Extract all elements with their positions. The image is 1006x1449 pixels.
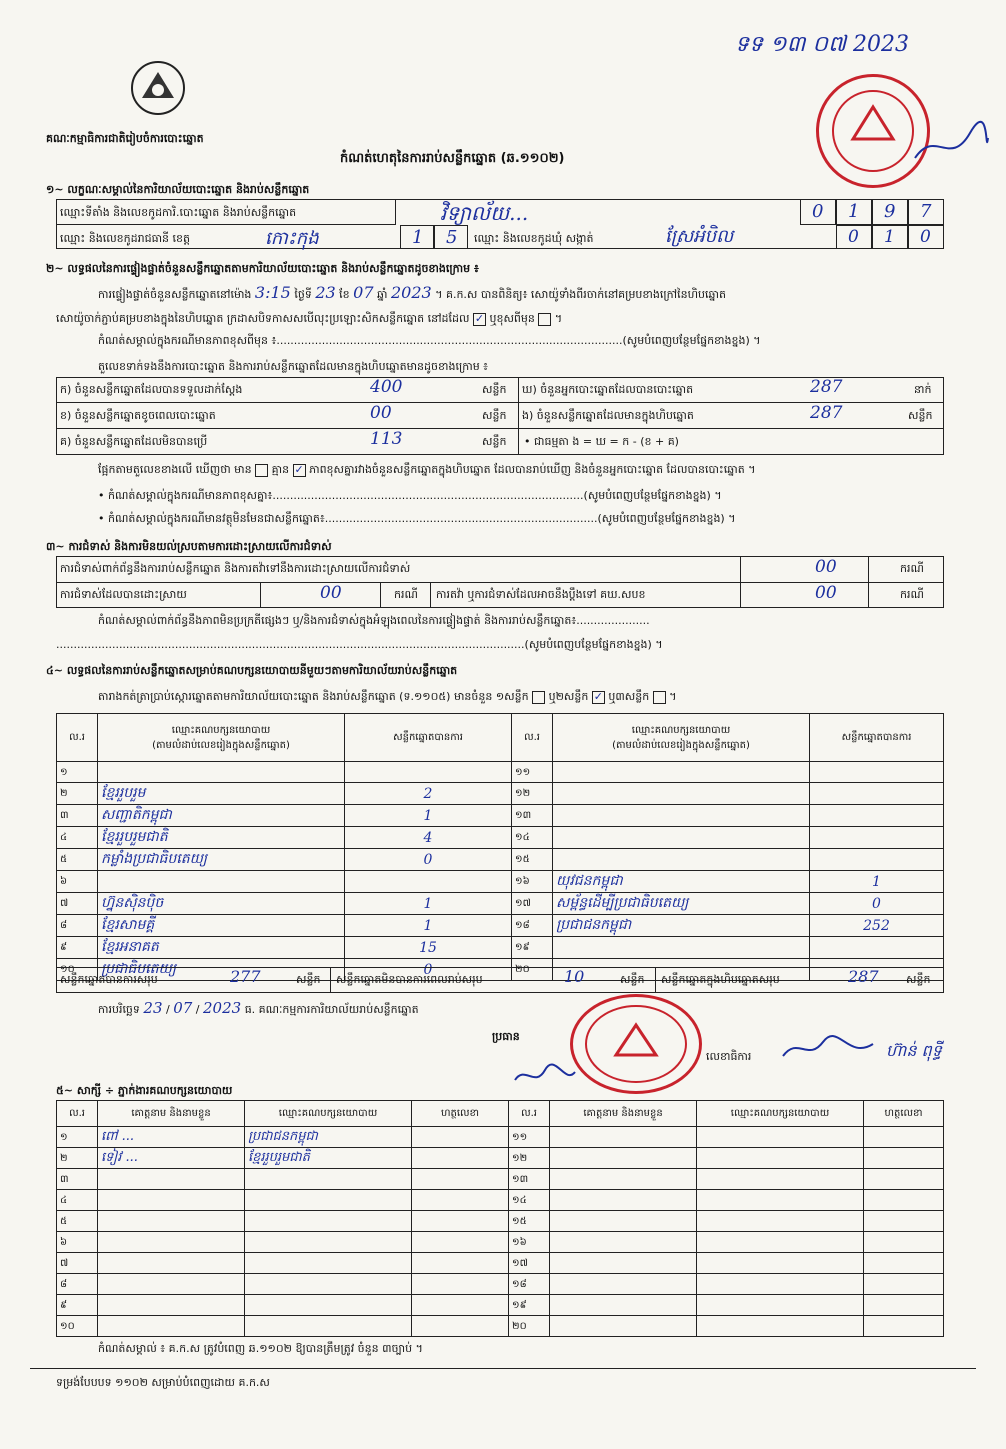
form-title: កំណត់ហេតុនៃការរាប់សន្លឹកឆ្នោត (ឆ.១១០២) [340, 151, 565, 166]
row-no: ១៤ [512, 827, 553, 849]
witness-signature [412, 1148, 509, 1169]
results-table [56, 713, 944, 981]
difference-line: ផ្អែកតាមតួលេខខាងលើ ឃើញថា មាន គ្មាន ✓ ភាពខុសគ្នារវាងចំនួនសន្លឹកឆ្នោតក្នុងហិបឆ្នោត ដែលបានរាប់ឃើញ និងចំនួនអ្នកបោះឆ្នោត ដែលបានបោះឆ្នោត ។ [98, 462, 756, 476]
party-name: យុវជនកម្ពុជា [553, 871, 810, 893]
row-no: ៦ [57, 1232, 98, 1253]
table-row [57, 783, 944, 805]
witness-signature [864, 1127, 944, 1148]
different-checkbox[interactable] [538, 313, 551, 326]
witness-signature [412, 1253, 509, 1274]
col-party-right: ឈ្មោះគណបក្សនយោបាយ [631, 724, 731, 736]
party-name: ប្រជាជនកម្ពុជា [553, 915, 810, 937]
vote-count: 4 [345, 827, 512, 849]
verify-line2: សោយ៉ូចាក់ភ្ជាប់គម្របខាងក្នុងនៃហិបឆ្នោត ក្រដាសបិទកាសសបើលុះប្រឡោះសិកសន្លឹកឆ្នោត នៅដដែល ✓ ឬខុសពីមុន ។ [56, 311, 563, 325]
section5-note: កំណត់សម្គាល់ ៖ គ.ក.ស ត្រូវបំពេញ ឆ.១១០២ ឱ្យបានត្រឹមត្រូវ ចំនួន ៣ច្បាប់ ។ [98, 1342, 423, 1355]
tally-sheet-line: តារាងកត់ត្រាប្រាប់ស្កោរឆ្នោតតាមការិយាល័យបោះឆ្នោត និងរាប់សន្លឹកឆ្នោត (ទ.១១០៥) មានចំនួន ១សន្លឹក ឬ២សន្លឹក ✓ ឬ៣សន្លឹក ។ [98, 689, 677, 703]
total-box-value: 287 [848, 967, 879, 986]
witness-party [697, 1253, 864, 1274]
witness-name [98, 1211, 245, 1232]
row-no: ៣ [57, 805, 98, 827]
row-no: ១០ [57, 959, 98, 981]
w-col-no-right: ល.រ [509, 1101, 550, 1127]
witness-party [245, 1253, 412, 1274]
chair-signature [510, 1060, 580, 1094]
w-col-name-right: គោត្តនាម និងនាមខ្លួន [550, 1101, 697, 1127]
witness-name [98, 1190, 245, 1211]
witness-signature [864, 1232, 944, 1253]
inbox-value: 287 [810, 403, 843, 423]
witness-name: ពៅ ... [98, 1127, 245, 1148]
party-name: សម្ព័ន្ធដើម្បីប្រជាធិបតេយ្យ [553, 893, 810, 915]
section5-heading: ៥~ សាក្សី ÷ ភ្នាក់ងារគណបក្សនយោបាយ [56, 1084, 233, 1097]
party-name [553, 762, 810, 783]
party-name [98, 762, 345, 783]
col-party-left: ឈ្មោះគណបក្សនយោបាយ [171, 724, 271, 736]
party-name: សញ្ជាតិកម្ពុជា [98, 805, 345, 827]
witness-signature [864, 1190, 944, 1211]
w-col-party-right: ឈ្មោះគណបក្សនយោបាយ [697, 1101, 864, 1127]
signature-top [910, 118, 990, 182]
no-difference-checkbox[interactable]: ✓ [294, 462, 304, 476]
witness-party [697, 1316, 864, 1337]
witness-name [98, 1169, 245, 1190]
witness-signature [412, 1211, 509, 1232]
table-row [57, 915, 944, 937]
witness-table [56, 1100, 944, 1337]
row-no: ១៦ [512, 871, 553, 893]
row-no: ១៦ [509, 1232, 550, 1253]
nec-emblem-icon [128, 58, 188, 116]
col-votes-right: សន្លឹកឆ្នោតបានការ [810, 714, 944, 762]
section1-heading: ១~ លក្ខណៈសម្គាល់នៃការិយាល័យបោះឆ្នោត និងរាប់សន្លឹកឆ្នោត [46, 183, 310, 196]
section4-heading: ៤~ លទ្ធផលនៃការរាប់សន្លឹកឆ្នោតសម្រាប់គណបក្សនយោបាយនីមួយៗតាមការិយាល័យរាប់សន្លឹកឆ្នោត [46, 664, 458, 677]
section3-heading: ៣~ ការជំទាស់ និងការមិនយល់ស្របតាមការដោះស្រាយលើការជំទាស់ [46, 540, 332, 553]
row-no: ១៨ [509, 1274, 550, 1295]
col-party-sub-left: (តាមលំដាប់លេខរៀងក្នុងសន្លឹកឆ្នោត) [152, 739, 290, 751]
witness-name [550, 1295, 697, 1316]
witness-party [245, 1211, 412, 1232]
row-no: ១៩ [512, 937, 553, 959]
row-no: ១៨ [512, 915, 553, 937]
row-no: ៤ [57, 827, 98, 849]
w-col-sig-right: ហត្ថលេខា [864, 1101, 944, 1127]
vote-count [345, 762, 512, 783]
row-no: ១៣ [512, 805, 553, 827]
w-col-party-left: ឈ្មោះគណបក្សនយោបាយ [245, 1101, 412, 1127]
vote-count: 1 [345, 893, 512, 915]
objection-row1-label: ការជំទាស់ពាក់ព័ន្ធនឹងការរាប់សន្លឹកឆ្នោត និងការតវ៉ាទៅនឹងការដោះស្រាយលើការជំទាស់ [60, 562, 411, 575]
row-no: ៨ [57, 915, 98, 937]
total-invalid-value: 10 [564, 967, 585, 986]
vote-count: 2 [345, 783, 512, 805]
w-col-no-left: ល.រ [57, 1101, 98, 1127]
province-label: ឈ្មោះ និងលេខកូដរាជធានី ខេត្ត [60, 232, 190, 245]
table-row [57, 893, 944, 915]
row-no: ២ [57, 1148, 98, 1169]
witness-name [98, 1253, 245, 1274]
witness-party: ខ្មែររួបរួមជាតិ [245, 1148, 412, 1169]
table-row [57, 1211, 944, 1232]
w-col-sig-left: ហត្ថលេខា [412, 1101, 509, 1127]
total-invalid-label: សន្លឹកឆ្នោតមិនបានការពេលរាប់សរុប [336, 973, 483, 986]
total-box-unit: សន្លឹក [906, 973, 931, 986]
unused-unit: សន្លឹក [482, 435, 507, 448]
row-no: ១ [57, 1127, 98, 1148]
secretary-name: ហ៊ាន់ ពុទ្ធី [886, 1041, 942, 1060]
witness-party [697, 1190, 864, 1211]
witness-signature [412, 1190, 509, 1211]
completed-date-line: ការបរិច្ឆេទ 23 / 07 / 2023 ធ. គណៈកម្មការការិយាល័យរាប់សន្លឹកឆ្នោត [98, 999, 419, 1017]
witness-signature [412, 1169, 509, 1190]
witness-name [98, 1295, 245, 1316]
row-no: ២០ [509, 1316, 550, 1337]
totals-row [56, 967, 944, 993]
appeal-label: ការតវ៉ា ឬការជំទាស់ដែលអាចនឹងប្តឹងទៅ គឃ.សបខ [436, 588, 646, 601]
figures-intro: តួលេខទាក់ទងនឹងការបោះឆ្នោត និងការរាប់សន្លឹកឆ្នោតដែលមានក្នុងហិបឆ្នោតមានដូចខាងក្រោម ៖ [98, 360, 489, 373]
voted-unit: នាក់ [914, 383, 932, 396]
row-no: ៦ [57, 871, 98, 893]
witness-party [245, 1232, 412, 1253]
witness-name: ទៀវ ... [98, 1148, 245, 1169]
row-no: ៤ [57, 1190, 98, 1211]
witness-party [697, 1274, 864, 1295]
witness-signature [412, 1274, 509, 1295]
total-valid-unit: សន្លឹក [296, 973, 321, 986]
secretary-signature [778, 1034, 878, 1068]
total-box-label: សន្លឹកឆ្នោតក្នុងហិបឆ្នោតសរុប [661, 973, 780, 986]
form-page: គណៈកម្មាធិការជាតិរៀបចំការបោះឆ្នោត កំណត់ហេតុនៃការរាប់សន្លឹកឆ្នោត (ឆ.១១០២) ទទ ១៣ ០៧ 2023 ១~ លក្ខណៈសម្គាល់នៃការិយាល័យបោះឆ្នោត និងរាប់សន្លឹកឆ្នោត ឈ្មោះទីតាំង និងលេខកូដការិ.បោះឆ្នោត និងរាប់សន្លឹកឆ្នោត វិទ្យាល័យ... 0 1 9 7 ឈ្មោះ និងលេខកូដរាជធានី ខេត្ត កោះកុង 1 5 ឈ្មោះ និងលេខកូដឃុំ សង្កាត់ ស្រែអំបិល 0 1 0 ២~ លទ្ធផលនៃការផ្ទៀងផ្ទាត់ចំនួនសន្លឹកឆ្នោតតាមការិយាល័យបោះឆ្នោត និងរាប់សន្លឹកឆ្នោតដូចខាងក្រោម ៖ ការផ្ទៀងផ្ទាត់ចំនួនសន្លឹកឆ្នោតនៅម៉ោង 3:15 ថ្ងៃទី 23 ខែ 07 ឆ្នាំ 2023 ។ គ.ក.ស បានពិនិត្យ៖ សោយ៉ូទាំងពីរចាក់នៅគម្របខាងក្រៅនៃហិបឆ្នោត សោយ៉ូចាក់ភ្ជាប់គម្របខាងក្នុងនៃហិបឆ្នោត ក្រដាសបិទកាសសបើលុះប្រឡោះសិកសន្លឹកឆ្នោត នៅដដែល ✓ ឬខុសពីមុន ។ កំណត់សម្គាល់ក្នុងករណីមានភាពខុសពីមុន ៖...................................................................................................(សូមបំពេញបន្ថែមផ្នែកខាងខ្នង) ។ តួលេខទាក់ទងនឹងការបោះឆ្នោត និងការរាប់សន្លឹកឆ្នោតដែលមានក្នុងហិបឆ្នោតមានដូចខាងក្រោម ៖ ក) ចំនួនសន្លឹកឆ្នោតដែលបានទទួលដាក់ស្តែង 400 សន្លឹក ខ) ចំនួនសន្លឹកឆ្នោតខូចពេលបោះឆ្នោត 00 សន្លឹក គ) ចំនួនសន្លឹកឆ្នោតដែលមិនបានប្រើ 113 សន្លឹក ឃ) ចំនួនអ្នកបោះឆ្នោតដែលបានបោះឆ្នោត 287 នាក់ ង) ចំនួនសន្លឹកឆ្នោតដែលមានក្នុងហិបឆ្នោត 287 សន្លឹក • ជាធម្មតា ង = ឃ = ក - (ខ + គ) ផ្អែកតាមតួលេខខាងលើ ឃើញថា មាន គ្មាន ✓ ភាពខុសគ្នារវាងចំនួនសន្លឹកឆ្នោតក្នុងហិបឆ្នោត ដែលបានរាប់ឃើញ និងចំនួនអ្នកបោះឆ្នោត ដែលបានបោះឆ្នោត ។ • កំណត់សម្គាល់ក្នុងករណីមានភាពខុសគ្នា៖.........................................................................................(សូមបំពេញបន្ថែមផ្នែកខាងខ្នង) ។ • កំណត់សម្គាល់ក្នុងករណីមានវត្ថុមិនមែនជាសន្លឹកឆ្នោត៖..............................................................................(សូមបំពេញបន្ថែមផ្នែកខាងខ្នង) ។ ៣~ ការជំទាស់ និងការមិនយល់ស្របតាមការដោះស្រាយលើការជំទាស់ ការជំទាស់ពាក់ព័ន្ធនឹងការរាប់សន្លឹកឆ្នោត និងការតវ៉ាទៅនឹងការដោះស្រាយលើការជំទាស់ 00 ករណី ការជំទាស់ដែលបានដោះស្រាយ 00 ករណី ការតវ៉ា ឬការជំទាស់ដែលអាចនឹងប្តឹងទៅ គឃ.សបខ 00 ករណី កំណត់សម្គាល់ពាក់ព័ន្ធនឹងភាពមិនប្រក្រតីផ្សេងៗ ឬ/និងការជំទាស់ក្នុងអំឡុងពេលនៃការផ្ទៀងផ្ទាត់ និងការរាប់សន្លឹកឆ្នោត៖..................... ......................................................................................................................................(សូមបំពេញបន្ថែមផ្នែកខាងខ្នង) ។ ៤~ លទ្ធផលនៃការរាប់សន្លឹកឆ្នោតសម្រាប់គណបក្សនយោបាយនីមួយៗតាមការិយាល័យរាប់សន្លឹកឆ្នោត តារាងកត់ត្រាប្រាប់ស្កោរឆ្នោតតាមការិយាល័យបោះឆ្នោត និងរាប់សន្លឹកឆ្នោត (ទ.១១០៥) មានចំនួន ១សន្លឹក ឬ២សន្លឹក ✓ ឬ៣សន្លឹក ។ ល.រ ឈ្មោះគណបក្សនយោបាយ (តាមលំដាប់លេខរៀងក្នុងសន្លឹកឆ្នោត) សន្លឹកឆ្នោតបានការ ល.រ ឈ្មោះគណបក្សនយោបាយ (តាមលំដាប់លេខរៀងក្នុងសន្លឹកឆ្នោត) សន្លឹកឆ្នោតបានការ ១ ១១ ២ ខ្មែររួបរួម 2 ១២ ៣ សញ្ជាតិកម្ពុជា 1 ១៣ ៤ ខ្មែររួបរួមជាតិ 4 ១៤ ៥ កម្លាំងប្រជាធិបតេយ្យ 0 ១៥ ៦ ១៦ យុវជនកម្ពុជា 1 ៧ ហ្វ៊ុនស៊ិនប៉ិច 1 ១៧ សម្ព័ន្ធដើម្បីប្រជាធិបតេយ្យ 0 ៨ ខ្មែរសាមគ្គី 1 ១៨ ប្រជាជនកម្ពុជា 252 ៩ ខ្មែរអនាគត 15 ១៩ ១០ ប្រជាធិបតេយ្យ 0 ២០ សន្លឹកឆ្នោតបានការសរុប 277 សន្លឹក សន្លឹកឆ្នោតមិនបានការពេលរាប់សរុប 10 សន្លឹក សន្លឹកឆ្នោតក្នុងហិបឆ្នោតសរុប 287 សន្លឹក ការបរិច្ឆេទ 23 / 07 / 2023 ធ. គណៈកម្មការការិយាល័យរាប់សន្លឹកឆ្នោត ប្រធាន លេខាធិការ ហ៊ាន់ ពុទ្ធី ៥~ សាក្សី ÷ ភ្នាក់ងារគណបក្សនយោបាយ ល.រ គោត្តនាម និងនាមខ្លួន ឈ្មោះគណបក្សនយោបាយ ហត្ថលេខា ល.រ គោត្តនាម និងនាមខ្លួន ឈ្មោះគណបក្សនយោបាយ ហត្ថលេខា ១ ពៅ ... ប្រជាជនកម្ពុជា ១១ ២ ទៀវ ... ខ្មែររួបរួមជាតិ ១២ ៣ ១៣ ៤ ១៤ ៥ ១៥ ៦ ១៦ ៧ ១៧ ៨ ១៨ ៩ ១៩ ១០ ២០ កំណត់សម្គាល់ ៖ គ.ក.ស ត្រូវបំពេញ ឆ.១១០២ ឱ្យបានត្រឹមត្រូវ ចំនួន ៣ច្បាប់ ។ ទម្រង់បែបបទ ១១០២ សម្រាប់បំពេញដោយ គ.ក.ស [0, 0, 1006, 1449]
party-name: ខ្មែររួបរួមជាតិ [98, 827, 345, 849]
witness-signature [412, 1127, 509, 1148]
foreign-object-note: • កំណត់សម្គាល់ក្នុងករណីមានវត្ថុមិនមែនជាសន្លឹកឆ្នោត៖..............................................................................(សូមបំពេញបន្ថែមផ្នែកខាងខ្នង) ។ [98, 512, 736, 525]
witness-name [550, 1127, 697, 1148]
row-no: ១០ [57, 1316, 98, 1337]
col-votes-left: សន្លឹកឆ្នោតបានការ [345, 714, 512, 762]
witness-party [245, 1316, 412, 1337]
vote-count [810, 849, 944, 871]
row-no: ១២ [509, 1148, 550, 1169]
verify-line1: ការផ្ទៀងផ្ទាត់ចំនួនសន្លឹកឆ្នោតនៅម៉ោង 3:15 ថ្ងៃទី 23 ខែ 07 ឆ្នាំ 2023 ។ គ.ក.ស បានពិនិត្យ៖ សោយ៉ូទាំងពីរចាក់នៅគម្របខាងក្រៅនៃហិបឆ្នោត [98, 283, 726, 302]
row-no: ៥ [57, 849, 98, 871]
vote-count [810, 937, 944, 959]
table-row [57, 1232, 944, 1253]
table-row [57, 871, 944, 893]
received-label: ក) ចំនួនសន្លឹកឆ្នោតដែលបានទទួលដាក់ស្តែង [60, 383, 243, 396]
w-col-name-left: គោត្តនាម និងនាមខ្លួន [98, 1101, 245, 1127]
table-row [57, 1274, 944, 1295]
row-no: ១៧ [509, 1253, 550, 1274]
row-no: ៨ [57, 1274, 98, 1295]
party-name [553, 827, 810, 849]
row-no: ៧ [57, 1253, 98, 1274]
commune-code-3: 0 [920, 227, 931, 247]
commune-code-2: 1 [884, 227, 895, 247]
section2-heading: ២~ លទ្ធផលនៃការផ្ទៀងផ្ទាត់ចំនួនសន្លឹកឆ្នោតតាមការិយាល័យបោះឆ្នោត និងរាប់សន្លឹកឆ្នោតដូចខាងក្រោម ៖ [46, 262, 479, 275]
row-no: ១១ [512, 762, 553, 783]
chair-label: ប្រធាន [492, 1030, 520, 1043]
witness-signature [864, 1211, 944, 1232]
witness-party: ប្រជាជនកម្ពុជា [245, 1127, 412, 1148]
table-row [57, 805, 944, 827]
row-no: ៣ [57, 1169, 98, 1190]
row-no: ១៩ [509, 1295, 550, 1316]
spoiled-value: 00 [370, 403, 392, 423]
vote-count [810, 827, 944, 849]
witness-signature [412, 1232, 509, 1253]
table-row [57, 849, 944, 871]
inbox-label: ង) ចំនួនសន្លឹកឆ្នោតដែលមានក្នុងហិបឆ្នោត [522, 409, 694, 422]
received-value: 400 [370, 377, 403, 397]
witness-name [550, 1190, 697, 1211]
row-no: ១១ [509, 1127, 550, 1148]
commune-label: ឈ្មោះ និងលេខកូដឃុំ សង្កាត់ [474, 232, 594, 245]
spoiled-unit: សន្លឹក [482, 409, 507, 422]
row-no: ២០ [512, 959, 553, 981]
location-value: វិទ្យាល័យ... [440, 201, 529, 225]
same-checkbox[interactable]: ✓ [474, 311, 485, 325]
row-no: ៧ [57, 893, 98, 915]
table-row [57, 1316, 944, 1337]
province-value: កោះកុង [265, 228, 319, 249]
witness-name [550, 1211, 697, 1232]
vote-count: 1 [810, 871, 944, 893]
objection-row1-value: 00 [815, 557, 837, 577]
witness-party [697, 1148, 864, 1169]
party-name: កម្លាំងប្រជាធិបតេយ្យ [98, 849, 345, 871]
formula: • ជាធម្មតា ង = ឃ = ក - (ខ + គ) [524, 435, 679, 448]
resolved-value: 00 [320, 583, 342, 603]
party-name [98, 871, 345, 893]
row-no: ២ [57, 783, 98, 805]
party-name [553, 783, 810, 805]
vote-count: 0 [810, 893, 944, 915]
voted-label: ឃ) ចំនួនអ្នកបោះឆ្នោតដែលបានបោះឆ្នោត [522, 383, 694, 396]
table-row [57, 1253, 944, 1274]
party-name: ខ្មែររួបរួម [98, 783, 345, 805]
row-no: ១៥ [509, 1211, 550, 1232]
party-name: ហ្វ៊ុនស៊ិនប៉ិច [98, 893, 345, 915]
table-row [57, 1295, 944, 1316]
col-no-right: ល.រ [512, 714, 553, 762]
witness-party [245, 1190, 412, 1211]
col-party-sub-right: (តាមលំដាប់លេខរៀងក្នុងសន្លឹកឆ្នោត) [612, 739, 750, 751]
has-difference-checkbox[interactable] [255, 464, 268, 477]
vote-count [345, 871, 512, 893]
total-valid-label: សន្លឹកឆ្នោតបានការសរុប [60, 973, 158, 986]
vote-count [810, 783, 944, 805]
witness-name [550, 1274, 697, 1295]
table-row [57, 1169, 944, 1190]
official-stamp-bottom [570, 994, 702, 1094]
vote-count: 252 [810, 915, 944, 937]
vote-count [810, 762, 944, 783]
col-no-left: ល.រ [57, 714, 98, 762]
table-row [57, 1148, 944, 1169]
irregularity-note-2: ......................................................................................................................................(សូមបំពេញបន្ថែមផ្នែកខាងខ្នង) ។ [56, 638, 663, 651]
two-sheets-checkbox[interactable]: ✓ [593, 689, 603, 703]
irregularity-note: កំណត់សម្គាល់ពាក់ព័ន្ធនឹងភាពមិនប្រក្រតីផ្សេងៗ ឬ/និងការជំទាស់ក្នុងអំឡុងពេលនៃការផ្ទៀងផ្ទាត់ និងការរាប់សន្លឹកឆ្នោត៖..................... [98, 614, 650, 627]
unused-label: គ) ចំនួនសន្លឹកឆ្នោតដែលមិនបានប្រើ [60, 435, 208, 448]
vote-count: 15 [345, 937, 512, 959]
received-unit: សន្លឹក [482, 383, 507, 396]
org-name: គណៈកម្មាធិការជាតិរៀបចំការបោះឆ្នោត [46, 132, 204, 145]
party-name: ខ្មែរអនាគត [98, 937, 345, 959]
vote-count: 0 [345, 959, 512, 981]
vote-count [810, 805, 944, 827]
three-sheets-checkbox[interactable] [653, 691, 666, 704]
witness-party [245, 1169, 412, 1190]
witness-name [98, 1232, 245, 1253]
total-valid-value: 277 [230, 967, 261, 986]
witness-name [550, 1169, 697, 1190]
witness-signature [864, 1316, 944, 1337]
witness-signature [412, 1316, 509, 1337]
unused-value: 113 [370, 429, 403, 449]
witness-name [98, 1274, 245, 1295]
witness-name [550, 1316, 697, 1337]
vote-count: 1 [345, 805, 512, 827]
witness-party [697, 1232, 864, 1253]
witness-party [697, 1127, 864, 1148]
party-name: ខ្មែរសាមគ្គី [98, 915, 345, 937]
row-no: ១៤ [509, 1190, 550, 1211]
witness-name [550, 1253, 697, 1274]
witness-signature [864, 1253, 944, 1274]
witness-party [697, 1211, 864, 1232]
table-row [57, 1127, 944, 1148]
witness-party [697, 1295, 864, 1316]
resolved-label: ការជំទាស់ដែលបានដោះស្រាយ [60, 588, 187, 601]
table-row [57, 762, 944, 783]
commune-code-1: 0 [848, 227, 859, 247]
voted-value: 287 [810, 377, 843, 397]
witness-signature [412, 1295, 509, 1316]
table-row [57, 827, 944, 849]
verify-note: កំណត់សម្គាល់ក្នុងករណីមានភាពខុសពីមុន ៖...................................................................................................(សូមបំពេញបន្ថែមផ្នែកខាងខ្នង) ។ [98, 334, 761, 347]
witness-party [697, 1169, 864, 1190]
witness-name [550, 1148, 697, 1169]
case-unit-1: ករណី [900, 562, 924, 575]
total-invalid-unit: សន្លឹក [620, 973, 645, 986]
form-footer: ទម្រង់បែបបទ ១១០២ សម្រាប់បំពេញដោយ គ.ក.ស [56, 1376, 270, 1389]
witness-signature [864, 1295, 944, 1316]
row-no: ៩ [57, 937, 98, 959]
row-no: ១ [57, 762, 98, 783]
party-name: ប្រជាធិបតេយ្យ [98, 959, 345, 981]
witness-name [550, 1232, 697, 1253]
witness-signature [864, 1169, 944, 1190]
row-no: ១៥ [512, 849, 553, 871]
case-unit-2: ករណី [394, 588, 418, 601]
appeal-value: 00 [815, 583, 837, 603]
table-row [57, 937, 944, 959]
party-name [553, 849, 810, 871]
row-no: ១២ [512, 783, 553, 805]
witness-signature [864, 1274, 944, 1295]
inbox-unit: សន្លឹក [908, 409, 933, 422]
spoiled-label: ខ) ចំនួនសន្លឹកឆ្នោតខូចពេលបោះឆ្នោត [60, 409, 216, 422]
witness-name [98, 1316, 245, 1337]
secretary-label: លេខាធិការ [706, 1050, 752, 1063]
row-no: ៩ [57, 1295, 98, 1316]
row-no: ១៣ [509, 1169, 550, 1190]
difference-note: • កំណត់សម្គាល់ក្នុងករណីមានភាពខុសគ្នា៖.........................................................................................(សូមបំពេញបន្ថែមផ្នែកខាងខ្នង) ។ [98, 489, 722, 502]
table-row [57, 1190, 944, 1211]
vote-count: 0 [345, 849, 512, 871]
one-sheet-checkbox[interactable] [532, 691, 545, 704]
row-no: ៥ [57, 1211, 98, 1232]
case-unit-3: ករណី [900, 588, 924, 601]
location-label: ឈ្មោះទីតាំង និងលេខកូដការិ.បោះឆ្នោត និងរាប់សន្លឹកឆ្នោត [60, 206, 297, 219]
province-code-1: 1 [412, 227, 424, 248]
witness-signature [864, 1148, 944, 1169]
commune-value: ស្រែអំបិល [665, 226, 734, 247]
witness-party [245, 1295, 412, 1316]
party-name [553, 937, 810, 959]
row-no: ១៧ [512, 893, 553, 915]
party-name [553, 805, 810, 827]
received-date-note: ទទ ១៣ ០៧ 2023 [735, 32, 909, 57]
province-code-2: 5 [446, 227, 458, 248]
witness-party [245, 1274, 412, 1295]
vote-count: 1 [345, 915, 512, 937]
